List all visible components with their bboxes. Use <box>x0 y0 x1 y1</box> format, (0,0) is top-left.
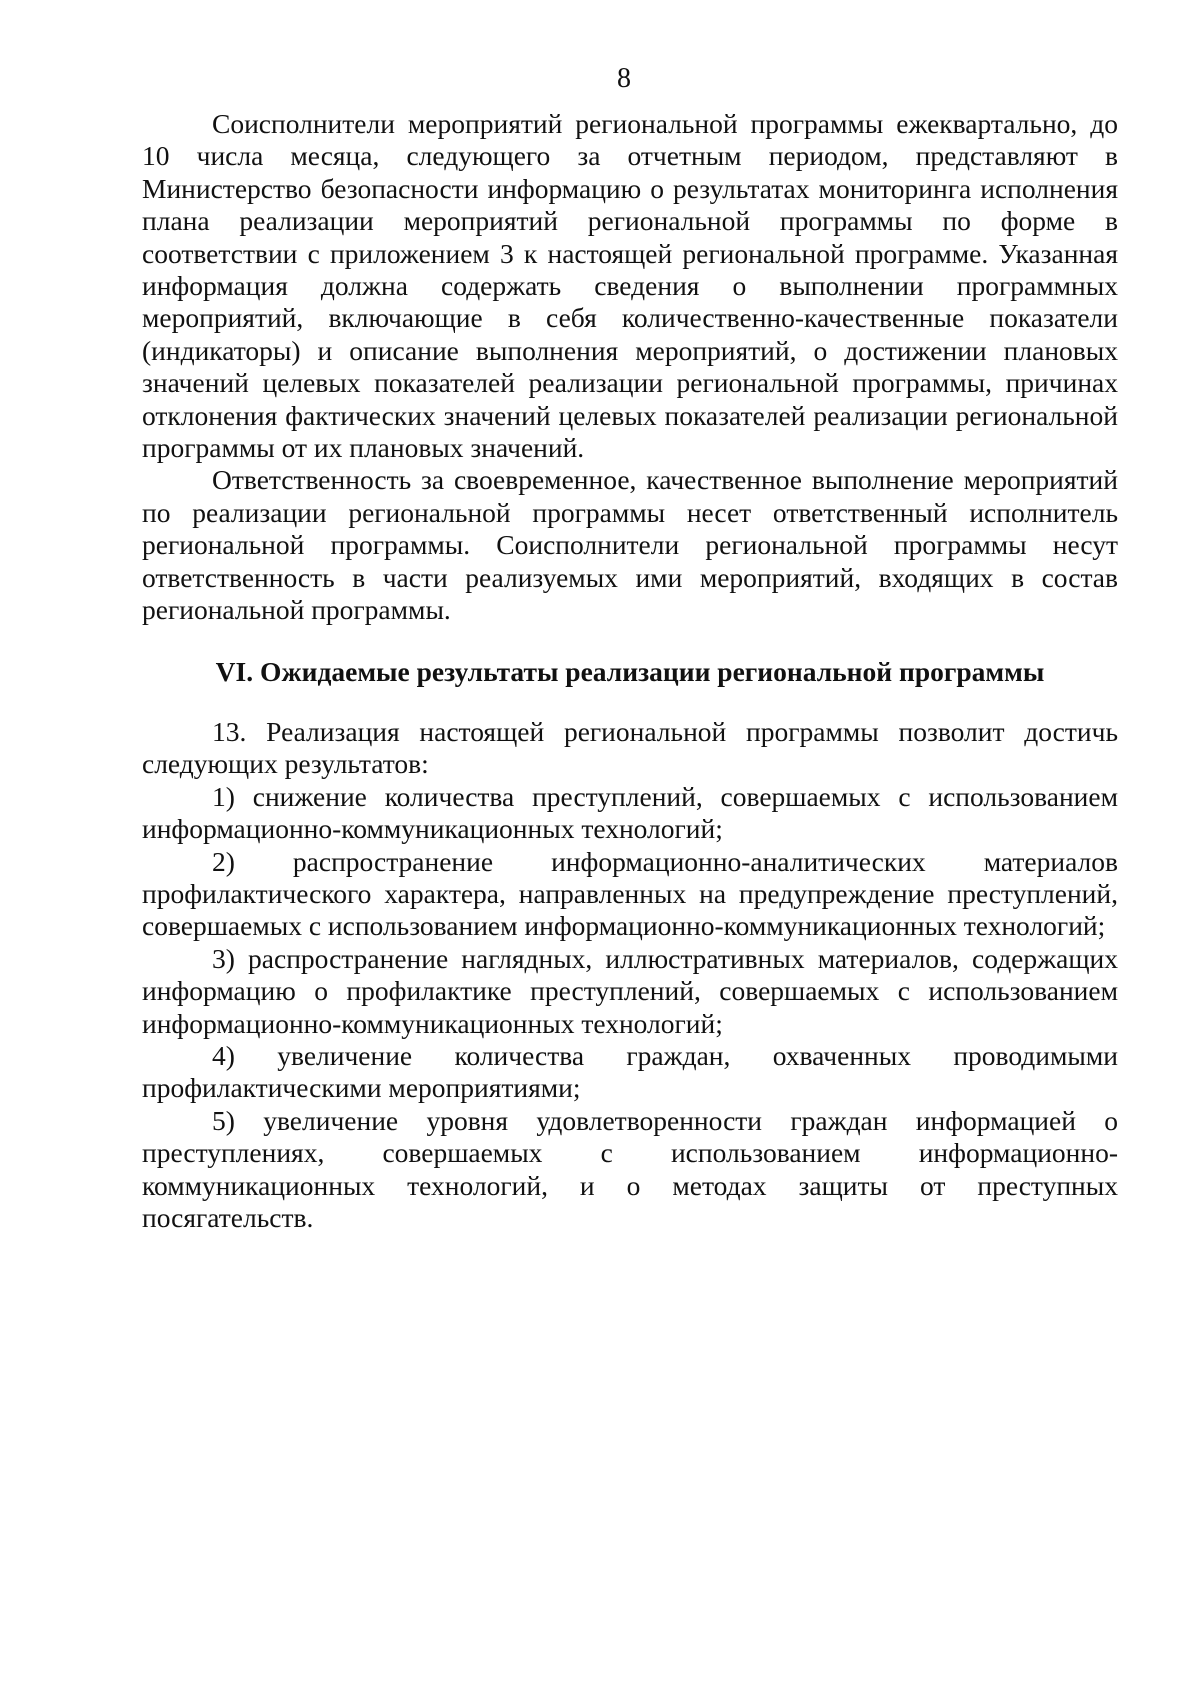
section-heading: VI. Ожидаемые результаты реализации региональной программы <box>215 655 1045 687</box>
paragraph-item-13: 13. Реализация настоящей региональной программы позволит достичь следующих результатов: <box>142 715 1118 780</box>
list-item-result-5: 5) увеличение уровня удовлетворенности граждан информацией о преступлениях, совершаемых с использованием информационно-коммуникационных технологий, и о методах защиты от преступных посягательств. <box>142 1104 1118 1233</box>
document-body <box>142 108 1118 1234</box>
paragraph-responsibility: Ответственность за своевременное, качественное выполнение мероприятий по реализации региональной программы несет ответственный исполнитель региональной программы. Соисполнители региональной программы несут ответственность в части реализуемых ими мероприятий, входящих в состав региональной программы. <box>142 464 1118 626</box>
page-number: 8 <box>617 63 631 94</box>
list-item-result-4: 4) увеличение количества граждан, охваченных проводимыми профилактическими мероприятиями; <box>142 1039 1118 1104</box>
list-item-result-3: 3) распространение наглядных, иллюстративных материалов, содержащих информацию о профилактике преступлений, совершаемых с использованием информационно-коммуникационных технологий; <box>142 942 1118 1039</box>
paragraph-coexecutors-reporting: Соисполнители мероприятий региональной программы ежеквартально, до 10 числа месяца, следующего за отчетным периодом, представляют в Министерство безопасности информацию о результатах мониторинга исполнения плана реализации мероприятий региональной программы по форме в соответствии с приложением 3 к настоящей региональной программе. Указанная информация должна содержать сведения о выполнении программных мероприятий, включающие в себя количественно-качественные показатели (индикаторы) и описание выполнения мероприятий, о достижении плановых значений целевых показателей реализации региональной программы, причинах отклонения фактических значений целевых показателей реализации региональной программы от их плановых значений. <box>142 108 1118 464</box>
list-item-result-2: 2) распространение информационно-аналитических материалов профилактического характера, направленных на предупреждение преступлений, совершаемых с использованием информационно-коммуникационных технологий; <box>142 845 1118 942</box>
list-item-result-1: 1) снижение количества преступлений, совершаемых с использованием информационно-коммуникационных технологий; <box>142 780 1118 845</box>
